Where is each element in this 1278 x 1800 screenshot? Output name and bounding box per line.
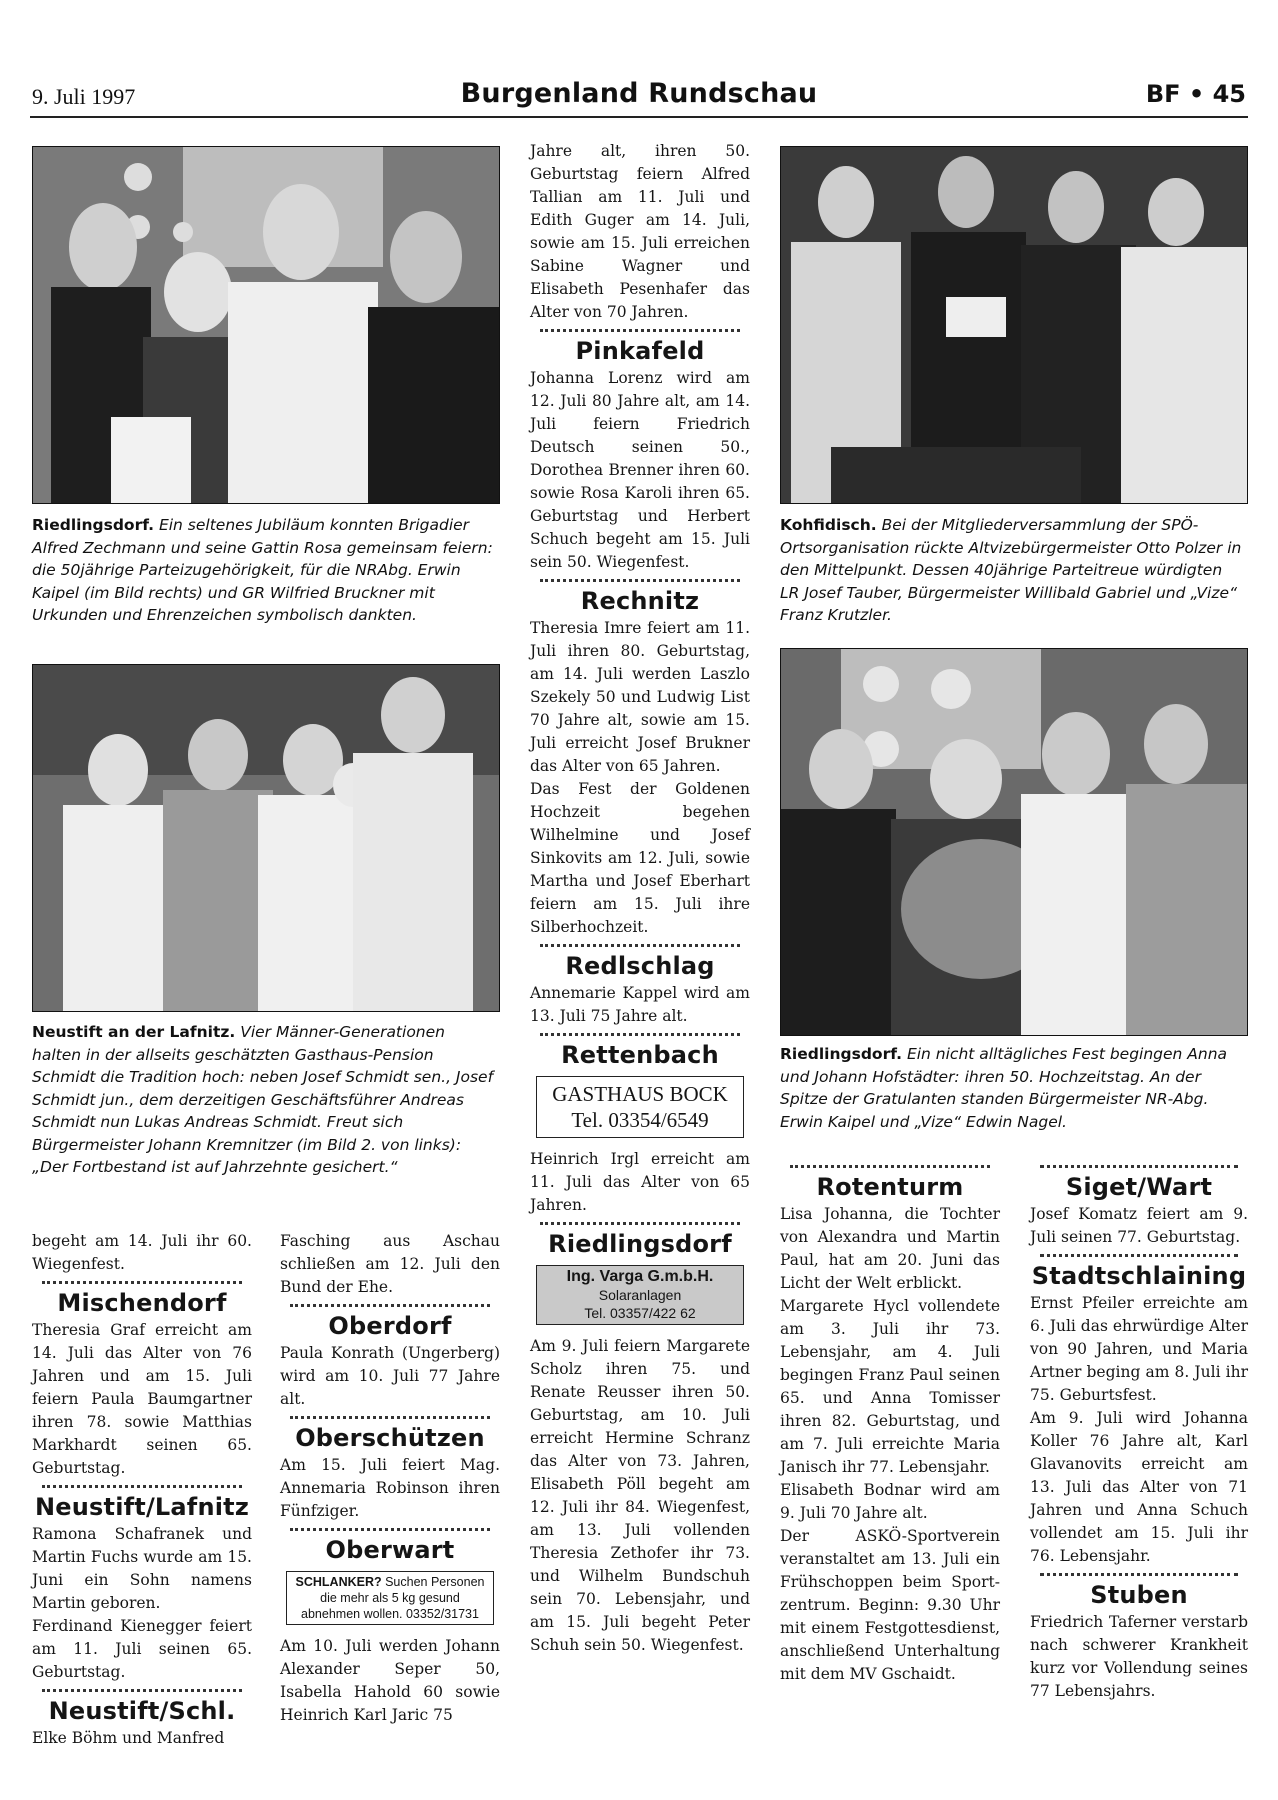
section-heading: Stadtschlaining: [1031, 1262, 1247, 1290]
article-text: Elke Böhm und Manfred: [32, 1729, 225, 1747]
article-text: Elisabeth Bodnar wird am 9. Juli 70 Jahre alt.: [780, 1481, 1000, 1522]
dotted-divider: [42, 1281, 242, 1284]
dotted-divider: [1040, 1573, 1238, 1576]
photo-silhouettes: [781, 649, 1247, 1035]
photo-silhouettes: [781, 147, 1247, 503]
section-heading: Pinkafeld: [575, 337, 705, 365]
article-text: Das Fest der Goldenen Hochzeit begehen Wilhelmine und Josef Sinkovits am 12. Juli, sowie Martha und Josef Eberhart feiern am 15. Juli ihre Silberhochzeit.: [530, 780, 750, 936]
photo-neustift-lafnitz: [32, 664, 500, 1012]
column-e: [1030, 1160, 1248, 1703]
dotted-divider: [540, 579, 740, 582]
section-heading: Neustift/Schl.: [48, 1697, 236, 1725]
article-text: Paula Konrath (Ungerberg) wird am 10. Juli 77 Jahre alt.: [280, 1344, 500, 1408]
article-text: Am 15. Juli feiert Mag. Annemaria Robinson ihren Fünfziger.: [280, 1456, 500, 1520]
dotted-divider: [540, 1222, 740, 1225]
header-rule: [30, 116, 1248, 118]
section-heading: Rechnitz: [580, 587, 700, 615]
column-c: [530, 140, 750, 1657]
dotted-divider: [290, 1528, 490, 1531]
caption-neustift-lafnitz: Neustift an der Lafnitz. Vier Männer-Generationen halten in der allseits geschätzten Gasthaus-Pension Schmidt die Tradition hoch: neben Josef Schmidt sen., Josef Schmidt jun., dem derzeitigen Geschäftsführer Andreas Schmidt nun Lukas Andreas Schmidt. Freut sich Bürgermeister Johann Kremnitzer (im Bild 2. von links): „Der Fortbestand ist auf Jahrzehnte gesichert.“: [32, 1023, 494, 1176]
article-text: Am 9. Juli wird Johanna Koller 76 Jahre alt, Karl Glavanovits erreicht am 13. Juli das Alter von 71 Jahren und Anna Schuch vollendet am 15. Juli ihr 76. Lebensjahr.: [1030, 1409, 1248, 1565]
article-text: Fasching aus Aschau schließen am 12. Juli den Bund der Ehe.: [280, 1232, 500, 1296]
section-heading: Oberschützen: [295, 1424, 485, 1452]
photo-kohfidisch: [780, 146, 1248, 504]
section-heading: Redlschlag: [565, 952, 715, 980]
section-heading: Siget/Wart: [1065, 1173, 1213, 1201]
section-heading: Oberwart: [325, 1536, 455, 1564]
column-a: [32, 1230, 252, 1750]
article-text: Ferdinand Kienegger feiert am 11. Juli seinen 65. Geburtstag.: [32, 1617, 252, 1681]
section-heading: Neustift/Lafnitz: [35, 1493, 249, 1521]
caption-riedlingsdorf-1: Riedlingsdorf. Ein seltenes Jubiläum konnten Brigadier Alfred Zechmann und seine Gattin Rosa gemeinsam feiern: die 50jährige Parteizugehörigkeit, für die NRAbg. Erwin Kaipel (im Bild rechts) und GR Wilfried Bruckner mit Urkunden und Ehrenzeichen symbolisch dankten.: [32, 516, 493, 624]
article-text: Jahre alt, ihren 50. Geburtstag feiern Alfred Tallian am 11. Juli und Edith Guger am 14. Juli, sowie am 15. Juli erreichen Sabine Wagner und Elisabeth Pesenhafer das Alter von 70 Jahren.: [530, 142, 750, 321]
section-heading: Rettenbach: [561, 1041, 719, 1069]
dotted-divider: [42, 1689, 242, 1692]
dotted-divider: [1040, 1254, 1238, 1257]
dotted-divider: [540, 1033, 740, 1036]
article-text: Am 9. Juli feiern Margarete Scholz ihren 75. und Renate Reusser ihren 50. Geburtstag, am 10. Juli erreicht Hermine Schranz das Alter von 73. Jahren, Elisabeth Pöll begeht am 12. Juli ihr 84. Wiegenfest, am 13. Juli vollenden Theresia Zethofer ihr 73. und Wilhelm Bundschuh sein 70. Lebensjahr, und am 15. Juli begeht Peter Schuh sein 50. Wiegenfest.: [530, 1337, 750, 1654]
section-heading: Mischendorf: [57, 1289, 227, 1317]
article-text: Ernst Pfeiler erreichte am 6. Juli das ehrwürdige Alter von 90 Jahren, und Maria Artner beging am 8. Juli ihr 75. Geburtsfest.: [1030, 1294, 1248, 1404]
dotted-divider: [42, 1485, 242, 1488]
article-text: Theresia Graf erreicht am 14. Juli das Alter von 76 Jahren und am 15. Juli feiern Paula Baumgartner ihren 78. sowie Matthias Markhardt seinen 65. Geburtstag.: [32, 1321, 252, 1477]
caption-riedlingsdorf-2: Riedlingsdorf. Ein nicht alltägliches Fest begingen Anna und Johann Hofstädter: ihren 50. Hochzeitstag. An der Spitze der Gratulanten standen Bürgermeister NR-Abg. Erwin Kaipel und „Vize“ Edwin Nagel.: [780, 1045, 1228, 1131]
newspaper-title: Burgenland Rundschau: [460, 78, 818, 109]
article-text: Theresia Imre feiert am 11. Juli ihren 80. Geburtstag, am 14. Juli werden Laszlo Szekely 50 und Ludwig List 70 Jahre alt, sowie am 15. Juli erreicht Josef Brukner das Alter von 65 Jahren.: [530, 619, 750, 775]
dotted-divider: [1040, 1165, 1238, 1168]
article-text: Friedrich Taferner verstarb nach schwerer Krankheit kurz vor Vollendung seines 77 Lebensjahrs.: [1030, 1613, 1248, 1700]
article-text: begeht am 14. Juli ihr 60. Wiegenfest.: [32, 1232, 252, 1273]
advert-gasthaus-bock: GASTHAUS BOCK Tel. 03354/6549: [536, 1076, 744, 1138]
article-text: Josef Komatz feiert am 9. Juli seinen 77. Geburtstag.: [1030, 1205, 1248, 1246]
article-text: Lisa Johanna, die Tochter von Alexandra und Martin Paul, hat am 20. Juni das Licht der Welt erblickt.: [780, 1205, 1000, 1292]
section-heading: Rotenturm: [816, 1173, 964, 1201]
advert-schlanker: SCHLANKER? Suchen Personen die mehr als 5 kg gesund abnehmen wollen. 03352/31731: [286, 1571, 494, 1625]
dotted-divider: [790, 1165, 990, 1168]
section-heading: Stuben: [1090, 1581, 1188, 1609]
column-b: [280, 1230, 500, 1727]
article-text: Am 10. Juli werden Johann Alexander Seper 50, Isabella Hahold 60 sowie Heinrich Karl Jaric 75: [280, 1637, 500, 1724]
caption-kohfidisch: Kohfidisch. Bei der Mitgliederversammlung der SPÖ-Ortsorganisation rückte Altvizebürgermeister Otto Polzer in den Mittelpunkt. Dessen 40jährige Parteitreue würdigten LR Josef Tauber, Bürgermeister Willibald Gabriel und „Vize“ Franz Krutzler.: [780, 516, 1242, 624]
photo-silhouettes: [33, 665, 499, 1011]
photo-riedlingsdorf-hochzeit: [780, 648, 1248, 1036]
article-text: Margarete Hycl vollendete am 3. Juli ihr 73. Lebensjahr, am 4. Juli begingen Franz Paul seinen 65. und Anna Tomisser ihren 82. Geburtstag, und am 7. Juli erreichte Maria Janisch ihr 77. Lebensjahr.: [780, 1297, 1000, 1476]
section-heading: Oberdorf: [328, 1312, 452, 1340]
page-number: BF • 45: [1145, 80, 1246, 108]
article-text: Johanna Lorenz wird am 12. Juli 80 Jahre alt, am 14. Juli feiern Friedrich Deutsch seinen 50., Dorothea Brenner ihren 60. sowie Rosa Karoli ihren 65. Geburtstag und Herbert Schuch begeht am 15. Juli sein 50. Wiegenfest.: [530, 369, 750, 571]
dotted-divider: [290, 1416, 490, 1419]
photo-riedlingsdorf-jubilaeum: [32, 146, 500, 504]
advert-varga: Ing. Varga G.m.b.H. Solaranlagen Tel. 03357/422 62: [536, 1265, 744, 1325]
article-text: Annemarie Kappel wird am 13. Juli 75 Jahre alt.: [530, 984, 750, 1025]
section-heading: Riedlingsdorf: [548, 1230, 732, 1258]
dotted-divider: [290, 1304, 490, 1307]
photo-silhouettes: [33, 147, 499, 503]
article-text: Heinrich Irgl erreicht am 11. Juli das Alter von 65 Jahren.: [530, 1150, 750, 1214]
article-text: Ramona Schafranek und Martin Fuchs wurde am 15. Juni ein Sohn namens Martin geboren.: [32, 1525, 252, 1612]
dotted-divider: [540, 944, 740, 947]
column-d: [780, 1160, 1000, 1686]
dotted-divider: [540, 329, 740, 332]
article-text: Der ASKÖ-Sportverein veranstaltet am 13. Juli ein Frühschoppen beim Sport-zentrum. Beginn: 9.30 Uhr mit einem Festgottesdienst, anschließend Unterhaltung mit dem MV Gschaidt.: [780, 1527, 1000, 1683]
issue-date: 9. Juli 1997: [32, 84, 136, 109]
